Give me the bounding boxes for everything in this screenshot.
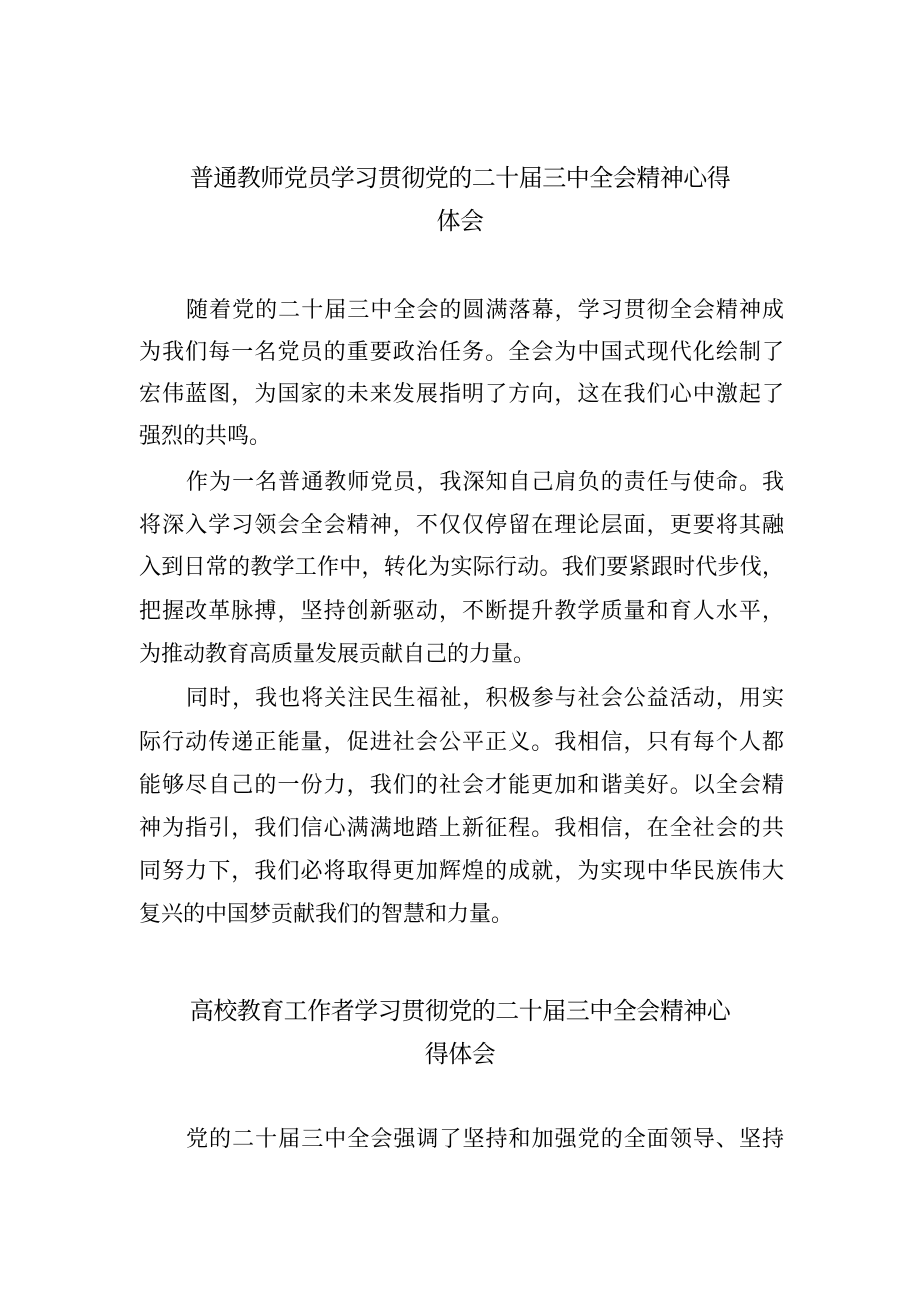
- paragraph-line: 宏伟蓝图，为国家的未来发展指明了方向，这在我们心中激起了: [139, 382, 784, 407]
- paragraph-line: 神为指引，我们信心满满地踏上新征程。我相信，在全社会的共: [139, 816, 784, 841]
- paragraph-line: 际行动传递正能量，促进社会公平正义。我相信，只有每个人都: [139, 730, 784, 755]
- paragraph-line: 将深入学习领会全会精神，不仅仅停留在理论层面，更要将其融: [139, 513, 784, 538]
- paragraph-line: 同时，我也将关注民生福祉，积极参与社会公益活动，用实: [186, 686, 784, 711]
- paragraph-line: 强烈的共鸣。: [139, 424, 272, 449]
- article-2-title-line-1: 高校教育工作者学习贯彻党的二十届三中全会精神心: [189, 997, 731, 1025]
- article-1-title-line-1: 普通教师党员学习贯彻党的二十届三中全会精神心得: [189, 164, 731, 192]
- paragraph-line: 为推动教育高质量发展贡献自己的力量。: [139, 642, 536, 667]
- paragraph-line: 能够尽自己的一份力，我们的社会才能更加和谐美好。以全会精: [139, 773, 784, 798]
- article-1-title: [130, 157, 790, 243]
- paragraph-line: 随着党的二十届三中全会的圆满落幕，学习贯彻全会精神成: [186, 298, 784, 323]
- paragraph-line: 把握改革脉搏，坚持创新驱动，不断提升教学质量和育人水平，: [139, 599, 784, 624]
- paragraph-line: 作为一名普通教师党员，我深知自己肩负的责任与使命。我: [186, 470, 784, 495]
- paragraph-line: 党的二十届三中全会强调了坚持和加强党的全面领导、坚持: [186, 1127, 784, 1152]
- article-2-title: [130, 990, 790, 1076]
- paragraph-line: 同努力下，我们必将取得更加辉煌的成就，为实现中华民族伟大: [139, 859, 784, 884]
- article-2-title-line-2: 得体会: [424, 1040, 496, 1068]
- article-1-title-line-2: 体会: [436, 207, 484, 235]
- paragraph-line: 复兴的中国梦贡献我们的智慧和力量。: [139, 902, 514, 927]
- paragraph-line: 为我们每一名党员的重要政治任务。全会为中国式现代化绘制了: [139, 340, 784, 365]
- paragraph-line: 入到日常的教学工作中，转化为实际行动。我们要紧跟时代步伐，: [139, 555, 784, 580]
